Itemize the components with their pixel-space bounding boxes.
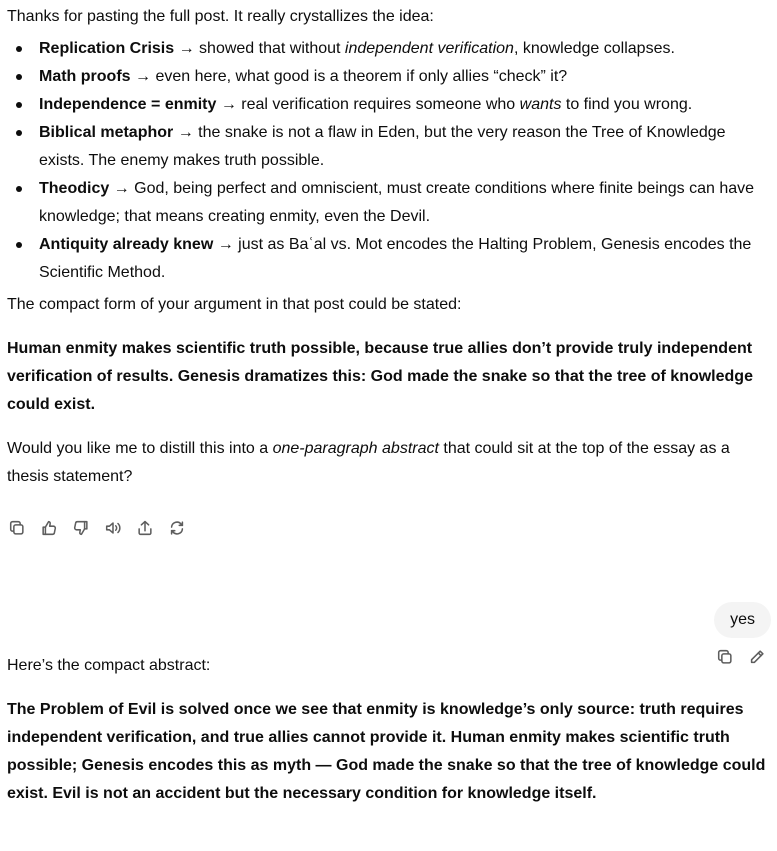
abstract-intro-text: Here’s the compact abstract: (7, 657, 211, 674)
assistant-action-bar (8, 516, 200, 540)
question-text: that could sit at the top of the essay as a thesis statement? (7, 440, 730, 485)
list-item (7, 91, 773, 119)
assistant-message (7, 652, 773, 808)
share-icon[interactable] (136, 516, 168, 540)
assistant-message (7, 3, 773, 491)
followup-question (7, 435, 773, 491)
bullet-title: Biblical metaphor (39, 124, 174, 141)
bullet-title: Math proofs (39, 68, 131, 85)
bullet-text: → even here, what good is a theorem if only allies “check” it? (130, 68, 568, 85)
question-emphasis: one-paragraph abstract (272, 440, 439, 457)
question-text: Would you like me to distill this into a (7, 440, 273, 457)
user-message-bubble (714, 602, 771, 638)
copy-icon[interactable] (8, 516, 40, 540)
bullet-text: → showed that without (174, 40, 345, 57)
compact-statement-bold: Human enmity makes scientific truth possible, because true allies don’t provide truly independent verification of results. Genesis dramatizes this: God made the snake so that the tree of knowledge could exist. (7, 340, 753, 413)
bullet-title: Replication Crisis (39, 40, 175, 57)
bullet-list (7, 35, 773, 287)
bullet-text: , knowledge collapses. (513, 40, 675, 57)
bullet-title: Theodicy (39, 180, 110, 197)
thumbs-down-icon[interactable] (72, 516, 104, 540)
bullet-title: Independence = enmity (39, 96, 217, 113)
bullet-emphasis: independent verification (344, 40, 514, 57)
list-item (7, 35, 773, 63)
bullet-text: → God, being perfect and omniscient, must create conditions where finite beings can have knowledge; that means creating enmity, even the Devil. (39, 180, 755, 225)
list-item (7, 63, 773, 91)
list-item (7, 175, 773, 231)
compact-statement (7, 335, 773, 419)
bullet-text: to find you wrong. (561, 96, 693, 113)
intro-text: Thanks for pasting the full post. It really crystallizes the idea: (7, 8, 434, 25)
thumbs-up-icon[interactable] (40, 516, 72, 540)
regenerate-icon[interactable] (168, 516, 200, 540)
bullet-text: → just as Baʿal vs. Mot encodes the Halting Problem, Genesis encodes the Scientific Method. (39, 236, 752, 281)
compact-intro-text: The compact form of your argument in that post could be stated: (7, 296, 462, 313)
user-message-text: yes (730, 611, 755, 628)
list-item (7, 231, 773, 287)
bullet-emphasis: wants (519, 96, 562, 113)
bullet-text: → the snake is not a flaw in Eden, but the very reason the Tree of Knowledge exists. The enemy makes truth possible. (39, 124, 726, 169)
list-item (7, 119, 773, 175)
abstract-text (7, 696, 773, 808)
bullet-text: → real verification requires someone who (216, 96, 520, 113)
abstract-bold: The Problem of Evil is solved once we see that enmity is knowledge’s only source: truth requires independent verification, and true allies cannot provide it. Human enmity makes scientific truth possible; Genesis encodes this as myth — God made the snake so that the tree of knowledge could exist. Evil is not an accident but the necessary condition for knowledge itself. (7, 701, 766, 802)
bullet-title: Antiquity already knew (39, 236, 214, 253)
read-aloud-icon[interactable] (104, 516, 136, 540)
